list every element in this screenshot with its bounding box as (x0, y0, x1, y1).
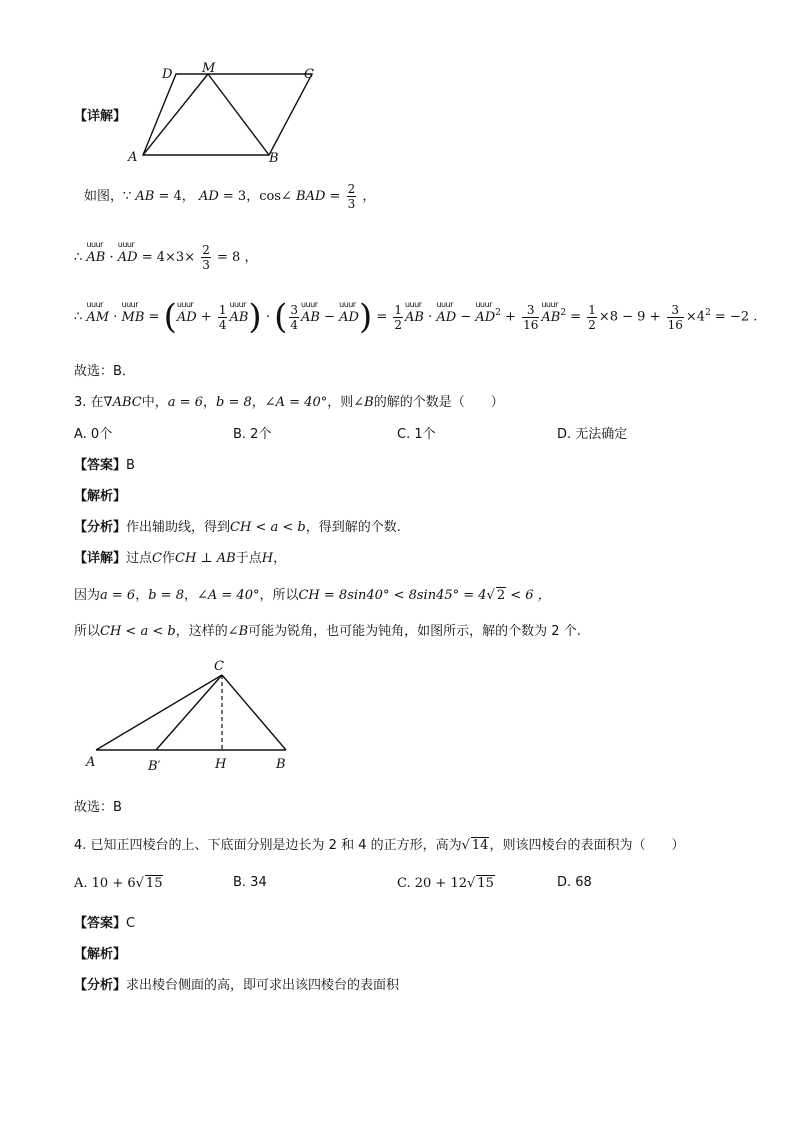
text: C. 20 + 12 (397, 876, 467, 891)
detail-tag: 【详解】 (74, 109, 127, 124)
figure-parallelogram (120, 60, 330, 170)
label-A: A (86, 755, 96, 770)
line-3 (74, 297, 758, 337)
square: 2 (560, 308, 567, 319)
text: ， (362, 189, 376, 204)
line-1 (84, 182, 375, 211)
text: ，这样的 (175, 624, 228, 639)
den: 4 (290, 317, 298, 332)
dot: · (423, 309, 437, 325)
answer-value: B (126, 458, 135, 473)
sqrt-value: 2 (496, 588, 506, 603)
label-D: D (162, 67, 173, 82)
math: a = 6 (100, 588, 136, 603)
text: A. 10 + 6 (74, 876, 136, 891)
text: ， (135, 588, 149, 603)
sqrt-value: 14 (471, 838, 489, 853)
plus: + (500, 309, 521, 325)
math: b = 8 (148, 588, 184, 603)
math: a = 6 (167, 395, 203, 410)
text: 3. 在 (74, 395, 104, 410)
option-B: B. 2个 (233, 427, 272, 442)
sqrt-value: 15 (145, 876, 163, 891)
answer-tag: 【答案】 (74, 916, 127, 931)
text: 中， (141, 395, 168, 410)
segment-AC (96, 675, 222, 750)
num: 1 (588, 302, 596, 317)
eq: = (566, 309, 586, 325)
label-H: H (215, 757, 227, 772)
because-line (74, 584, 551, 603)
q4-option-A (74, 875, 163, 891)
analysis-tag: 【解析】 (74, 489, 127, 504)
vector-AD: uuur AD (177, 310, 197, 325)
xiangjie-line (74, 547, 286, 566)
dot: · (113, 309, 122, 325)
math: BAD (296, 189, 326, 204)
fenxi-line (74, 516, 401, 535)
text: ，则 (327, 395, 354, 410)
q4-analysis-tag: 【解析】 (74, 947, 127, 962)
line-2 (74, 243, 257, 272)
vector-AB: uuur AB (229, 310, 248, 325)
sqrt-value: 15 (477, 876, 494, 891)
choice-line: 故选：B． (74, 364, 135, 379)
label-C: C (304, 67, 314, 82)
den: 2 (394, 317, 403, 332)
math: ×8 − 9 + (598, 309, 665, 325)
therefore: ∴ (74, 250, 83, 265)
dot: · (265, 309, 275, 325)
vector-AD: uuur AD (475, 310, 495, 325)
math: AD (198, 189, 219, 204)
math: CH < a < b (100, 624, 176, 639)
fraction (201, 243, 211, 272)
answer-line (74, 454, 135, 473)
label-C: C (214, 659, 224, 674)
math: b = 8 (215, 395, 252, 410)
square: 2 (495, 308, 501, 319)
math: = 3，cos∠ (222, 189, 292, 204)
num: 2 (202, 243, 210, 257)
vector-AB: uuur AB (301, 310, 320, 325)
label-M: M (202, 61, 216, 76)
math: = −2 . (710, 309, 758, 325)
num: 3 (290, 302, 298, 317)
text: ， (273, 551, 287, 566)
so-line (74, 620, 581, 639)
den: 2 (588, 317, 596, 332)
therefore: ∴ (74, 309, 83, 325)
label-B: B (276, 757, 286, 772)
square: 2 (705, 308, 711, 319)
q4-fenxi-line (74, 974, 399, 993)
text: 所以 (74, 624, 101, 639)
label-A: A (128, 150, 138, 165)
plus: + (196, 309, 216, 325)
vector-MB: uuur MB (122, 310, 145, 325)
text: ，则该四棱台的表面积为（ ） (489, 838, 685, 853)
figure-triangle (80, 655, 310, 775)
segment-MB (208, 74, 269, 155)
fraction (289, 303, 299, 332)
text: 求出棱台侧面的高，即可求出该四棱台的表面积 (126, 978, 400, 993)
math: ∇ABC (103, 395, 142, 410)
math: H (261, 551, 274, 566)
vector-AM: uuur AM (86, 310, 109, 325)
label-Bprime: B′ (148, 759, 161, 774)
eq: = (376, 309, 392, 325)
label-B: B (269, 151, 279, 166)
text: ， (183, 588, 197, 603)
text: 因为 (74, 588, 101, 603)
question-4 (74, 834, 684, 853)
math: = (329, 189, 345, 204)
vector-AB: uuur AB (86, 250, 105, 265)
text: 如图，∵ (84, 189, 132, 204)
text: ， (251, 395, 265, 410)
detail-tag: 【详解】 (74, 551, 127, 566)
fraction (667, 303, 684, 332)
vector-AB: uuur AB (405, 310, 424, 325)
q4-option-B: B. 34 (233, 875, 267, 890)
paren: ) (358, 297, 373, 337)
minus: − (456, 309, 476, 325)
num: 1 (394, 302, 403, 317)
math: CH < a < b (230, 520, 306, 535)
math: < 6 ， (506, 588, 551, 603)
text: ，得到解的个数. (305, 520, 401, 535)
math: ×4 (685, 309, 706, 325)
fraction (218, 303, 228, 332)
answer-tag: 【答案】 (74, 458, 127, 473)
sqrt-sign: √ (135, 876, 144, 891)
paren: ( (274, 297, 288, 337)
vector-AD: uuur AD (339, 310, 359, 325)
paren: ( (163, 297, 177, 337)
text: 过点 (126, 551, 153, 566)
sqrt-sign: √ (467, 876, 476, 891)
num: 1 (218, 302, 227, 317)
sqrt-sign: √ (461, 838, 470, 853)
math: ∠B (227, 624, 249, 639)
vector-AD: uuur AD (436, 310, 456, 325)
option-C: C. 1个 (397, 427, 436, 442)
sqrt-sign: √ (486, 588, 495, 603)
segment-CB (222, 675, 286, 750)
text: 作出辅助线，得到 (126, 520, 231, 535)
math: ∠A = 40° (196, 588, 260, 603)
math: CH ⊥ AB (175, 551, 236, 566)
choice-line-2: 故选：B (74, 800, 122, 815)
den: 16 (523, 317, 539, 332)
segment-CBprime (156, 675, 222, 750)
num: 3 (522, 303, 539, 318)
num: 3 (667, 303, 684, 318)
vector-AD: uuur AD (118, 250, 138, 265)
den: 3 (347, 197, 356, 211)
fraction (587, 303, 597, 332)
fraction (347, 182, 357, 211)
q4-answer-line (74, 912, 135, 931)
math: C (152, 551, 162, 566)
vector-AB: uuur AB (541, 310, 560, 325)
num: 2 (347, 182, 356, 196)
eq: = (148, 309, 164, 325)
fenxi-tag: 【分析】 (74, 978, 127, 993)
math: = 4， (158, 189, 195, 204)
option-D: D. 无法确定 (557, 427, 628, 442)
text: 的解的个数是（ ） (373, 395, 504, 410)
segment-AM (143, 74, 208, 155)
den: 4 (218, 317, 227, 332)
text: 作 (161, 551, 175, 566)
math: ∠A = 40° (264, 395, 328, 410)
option-A: A. 0个 (74, 427, 113, 442)
math: ∠B (353, 395, 374, 410)
math: AB (135, 189, 155, 204)
den: 16 (667, 317, 683, 332)
paren: ) (248, 297, 262, 337)
dot: · (109, 250, 118, 265)
den: 3 (202, 258, 210, 272)
fraction (522, 303, 539, 332)
q4-option-D: D. 68 (557, 875, 592, 890)
text: 可能为锐角，也可能为钝角，如图所示，解的个数为 2 个. (248, 624, 581, 639)
parallelogram-outline (143, 74, 312, 155)
text: 4. 已知正四棱台的上、下底面分别是边长为 2 和 4 的正方形，高为 (74, 838, 462, 853)
answer-value: C (126, 916, 136, 931)
question-3 (74, 391, 504, 410)
fraction (393, 303, 403, 332)
math: = 8 ， (217, 250, 258, 265)
text: ，所以 (259, 588, 299, 603)
text: ， (202, 395, 216, 410)
text: 于点 (235, 551, 262, 566)
math: = 4×3× (141, 250, 196, 265)
minus: − (319, 309, 340, 325)
math: CH = 8sin40° < 8sin45° = 4 (298, 588, 487, 603)
fenxi-tag: 【分析】 (74, 520, 127, 535)
q4-option-C (397, 875, 495, 891)
